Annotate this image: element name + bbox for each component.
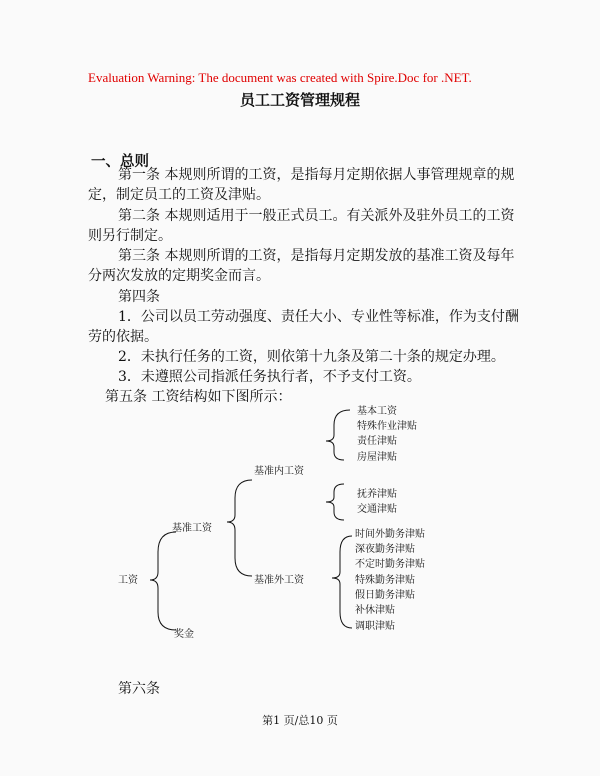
section-heading: 一、总则 (91, 153, 149, 170)
diagram-leaf: 房屋津贴 (357, 452, 397, 463)
diagram-leaf: 责任津贴 (357, 436, 397, 447)
root-brace (150, 532, 176, 630)
level1-brace (227, 480, 252, 576)
outer-brace (332, 536, 352, 628)
page-footer: 第1 页/总10 页 (262, 714, 338, 727)
diagram-leaf: 特殊作业津贴 (357, 421, 417, 432)
diagram-root: 工资 (118, 575, 138, 586)
paragraph-line: 第五条 工资结构如下图所示： (105, 389, 292, 405)
evaluation-warning: Evaluation Warning: The document was created with Spire.Doc for .NET. (88, 70, 472, 85)
diagram-leaf: 基本工资 (357, 406, 397, 417)
diagram-leaf: 假日勤务津贴 (355, 590, 415, 601)
paragraph-line: 第二条 本规则适用于一般正式员工。有关派外及驻外员工的工资 (118, 208, 515, 224)
paragraph-line: 1．公司以员工劳动强度、责任大小、专业性等标准，作为支付酬 (118, 309, 519, 325)
article-six: 第六条 (118, 681, 160, 697)
diagram-level2-item: 基准内工资 (254, 466, 304, 477)
diagram-level1-item: 奖金 (174, 629, 194, 640)
paragraph-line: 第一条 本规则所谓的工资，是指每月定期依据人事管理规章的规 (118, 167, 515, 183)
inner-brace-1 (326, 410, 350, 460)
diagram-level1-item: 基准工资 (172, 523, 212, 534)
paragraph-line: 劳的依据。 (88, 329, 158, 345)
paragraph-line: 则另行制定。 (88, 228, 172, 244)
diagram-leaf: 不定时勤务津贴 (355, 559, 425, 570)
diagram-leaf: 特殊勤务津贴 (355, 575, 415, 586)
document-title: 员工工资管理规程 (239, 91, 360, 109)
paragraph-line: 第四条 (118, 289, 160, 305)
diagram-leaf: 交通津贴 (357, 504, 397, 515)
paragraph-line: 3．未遵照公司指派任务执行者，不予支付工资。 (118, 369, 421, 385)
paragraph-line: 定，制定员工的工资及津贴。 (88, 187, 270, 203)
paragraph-line: 2．未执行任务的工资，则依第十九条及第二十条的规定办理。 (118, 349, 505, 365)
diagram-leaf: 深夜勤务津贴 (355, 544, 415, 555)
diagram-level2-item: 基准外工资 (254, 575, 304, 586)
diagram-leaf: 时间外勤务津贴 (355, 529, 425, 540)
diagram-leaf: 补休津贴 (355, 605, 395, 616)
diagram-leaf: 调职津贴 (355, 621, 395, 632)
paragraph-line: 分两次发放的定期奖金而言。 (88, 268, 270, 284)
diagram-leaf: 抚养津贴 (357, 489, 397, 500)
paragraph-line: 第三条 本规则所谓的工资，是指每月定期发放的基准工资及每年 (118, 248, 515, 264)
inner-brace-2 (326, 484, 344, 520)
